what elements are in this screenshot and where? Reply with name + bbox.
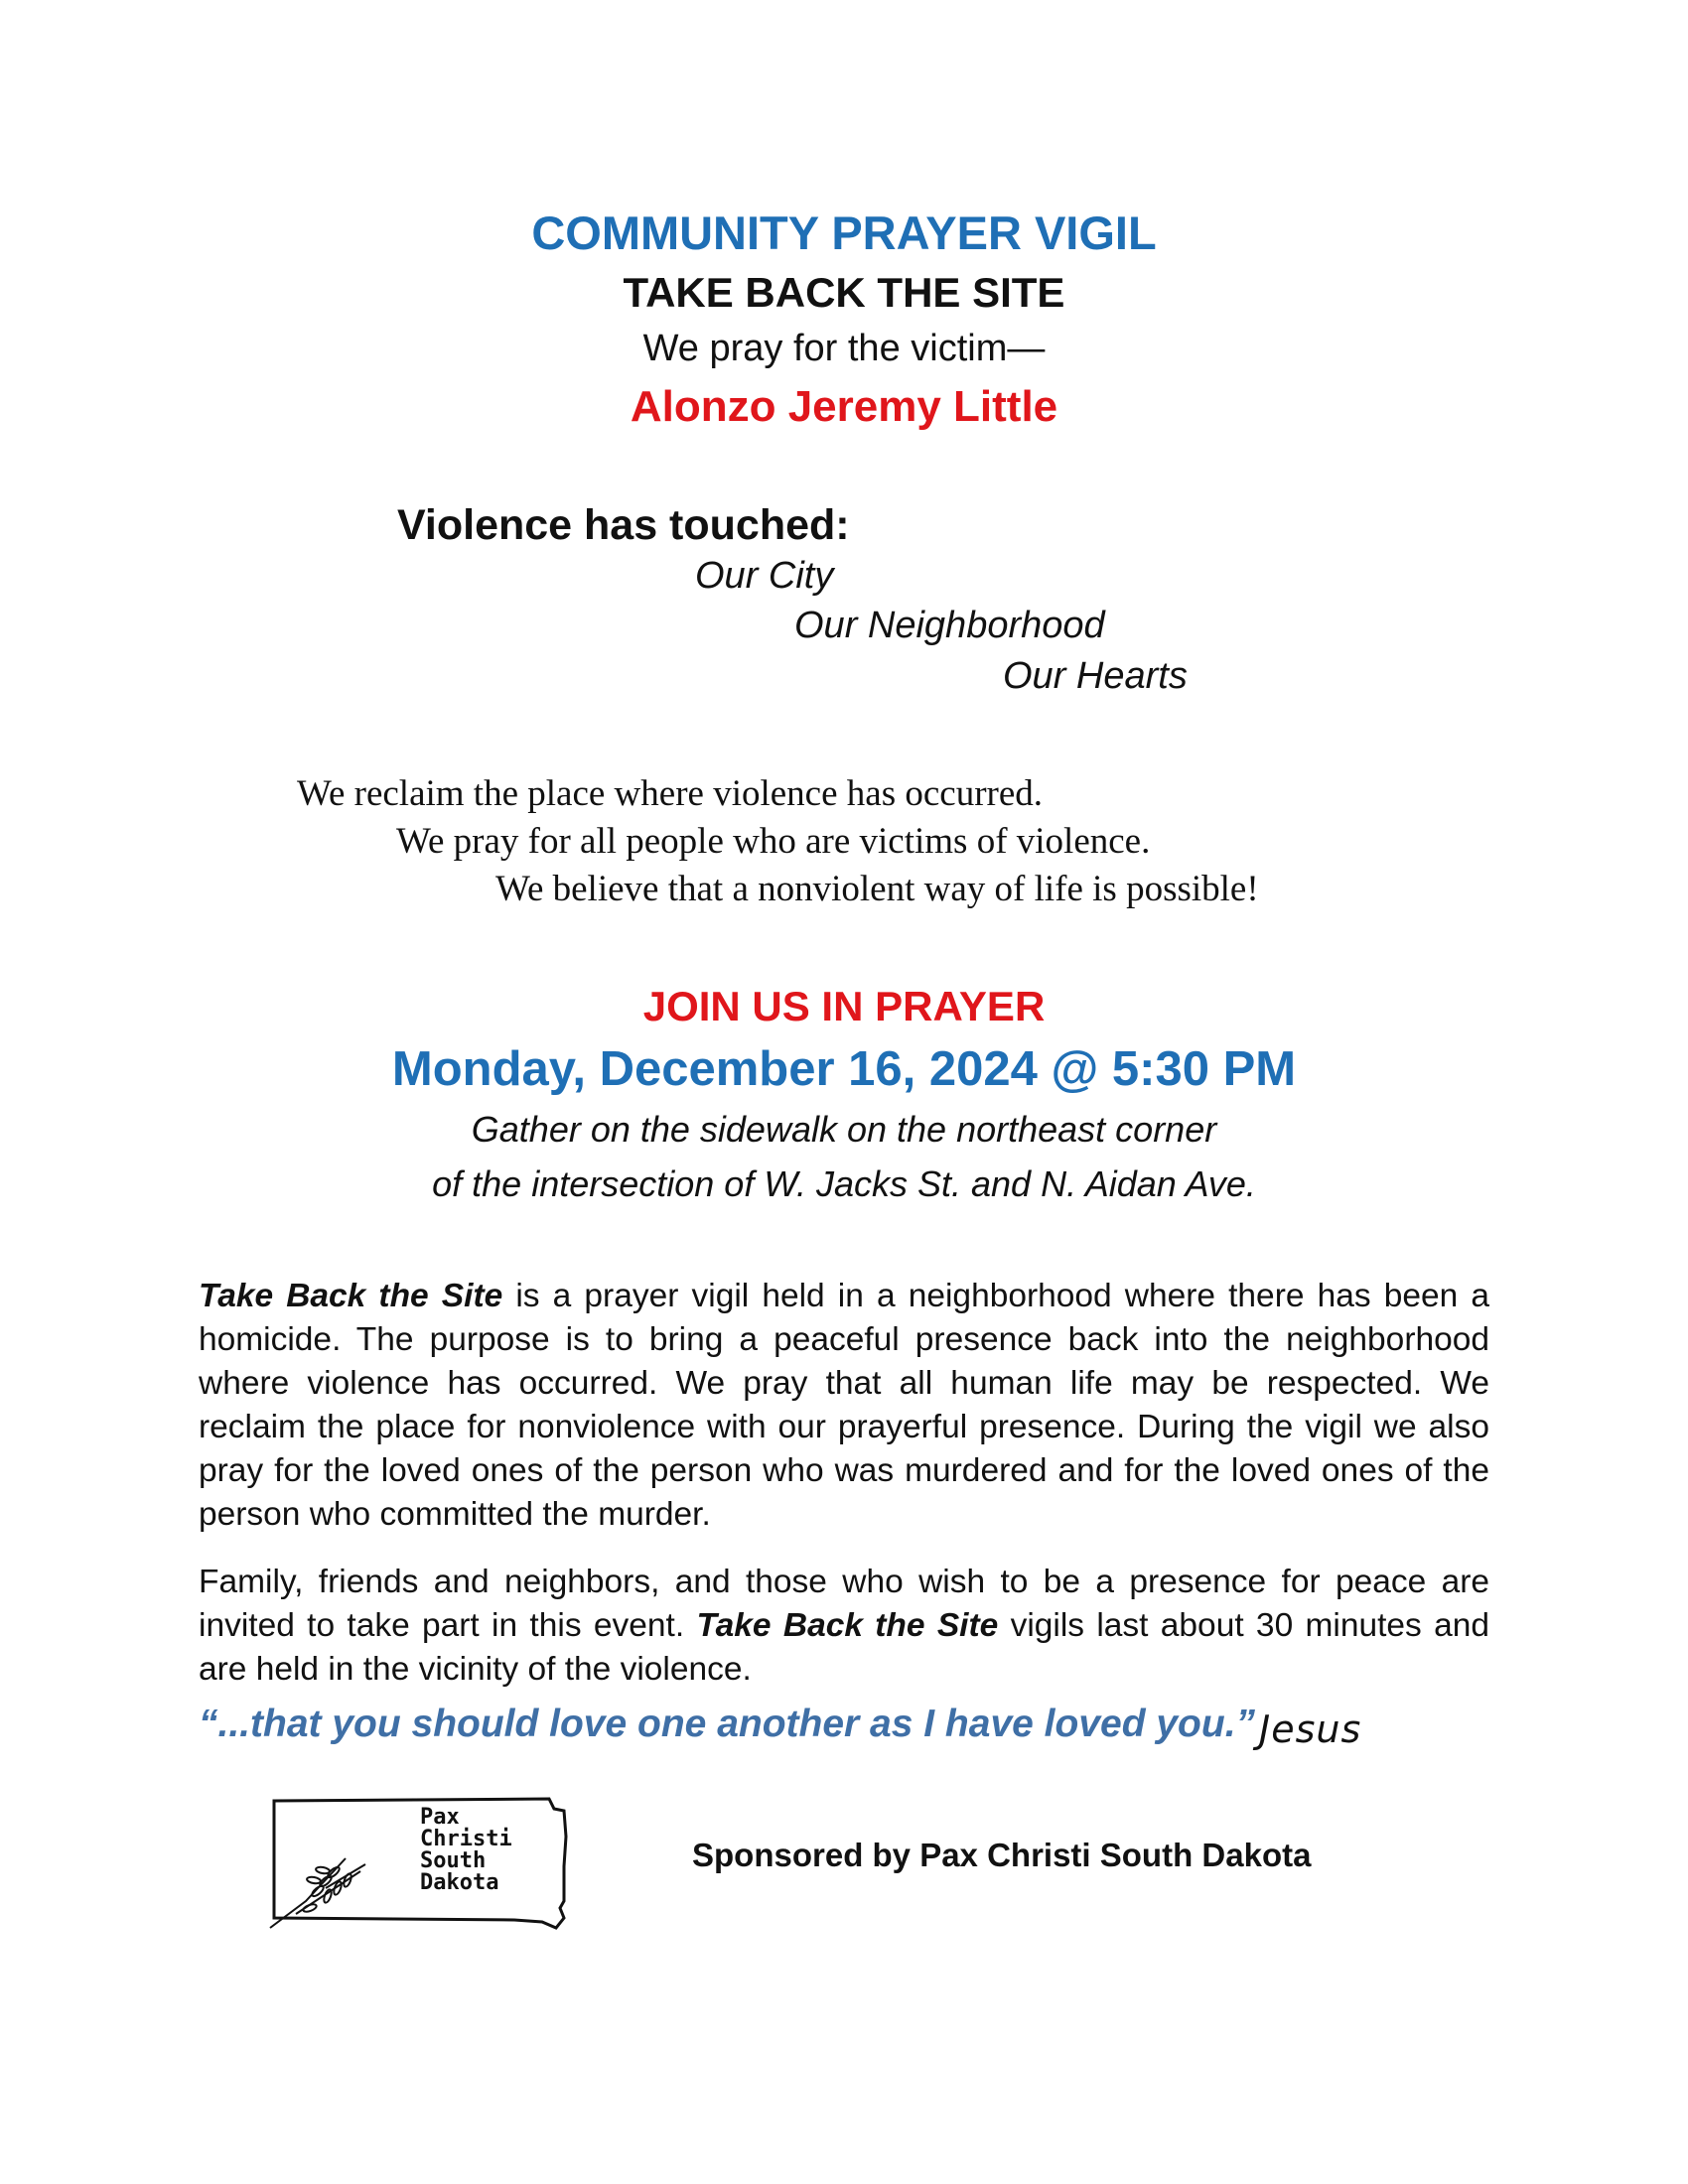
location-line: Gather on the sidewalk on the northeast corner <box>471 1109 1217 1150</box>
scripture-quote: “...that you should love one another as I have loved you.” <box>199 1703 1256 1745</box>
logo-line: Christi <box>420 1827 512 1851</box>
logo-line: Dakota <box>420 1870 499 1895</box>
place-city: Our City <box>695 555 834 597</box>
reclaim-line: We pray for all people who are victims of violence. <box>396 821 1151 862</box>
program-name: Take Back the Site <box>199 1278 503 1314</box>
paragraph-text: Family, friends and neighbors, and those who wish to be a presence for peace are invited to take part in this event. <box>199 1564 1489 1644</box>
logo-line: Pax <box>420 1805 460 1830</box>
victim-name: Alonzo Jeremy Little <box>630 382 1058 431</box>
description-paragraph <box>199 1275 1489 1537</box>
violence-heading: Violence has touched: <box>397 501 850 549</box>
reclaim-line: We believe that a nonviolent way of life is possible! <box>495 869 1259 909</box>
invitation-paragraph <box>199 1561 1489 1692</box>
logo-line: South <box>420 1848 487 1873</box>
pray-for-victim-line: We pray for the victim— <box>642 328 1046 369</box>
reclaim-line: We reclaim the place where violence has occurred. <box>297 773 1044 814</box>
quote-attribution: Jesus <box>1259 1707 1362 1751</box>
event-datetime: Monday, December 16, 2024 @ 5:30 PM <box>391 1042 1297 1096</box>
program-name: Take Back the Site <box>696 1607 999 1644</box>
join-heading: JOIN US IN PRAYER <box>642 983 1046 1029</box>
pax-christi-logo <box>266 1797 574 1936</box>
location-line: of the intersection of W. Jacks St. and N. Aidan Ave. <box>432 1163 1256 1204</box>
paragraph-text: vigils last about 30 minutes and are held in the vicinity of the violence. <box>199 1607 1490 1688</box>
place-hearts: Our Hearts <box>1003 655 1188 697</box>
logo-text <box>420 1807 512 1894</box>
sponsor-line: Sponsored by Pax Christi South Dakota <box>692 1837 1312 1873</box>
vigil-subtitle: TAKE BACK THE SITE <box>623 269 1065 316</box>
vigil-title: COMMUNITY PRAYER VIGIL <box>531 206 1157 259</box>
paragraph-text: is a prayer vigil held in a neighborhood where there has been a homicide. The purpose is to bring a peaceful presence back into the neighborhood where violence has occurred. We pray that all human life may be respected. We reclaim the place for nonviolence with our prayerful presence. During the vigil we also pray for the loved ones of the person who was murdered and for the loved ones of the person who committed the murder. <box>199 1278 1489 1533</box>
place-neighborhood: Our Neighborhood <box>794 605 1105 646</box>
